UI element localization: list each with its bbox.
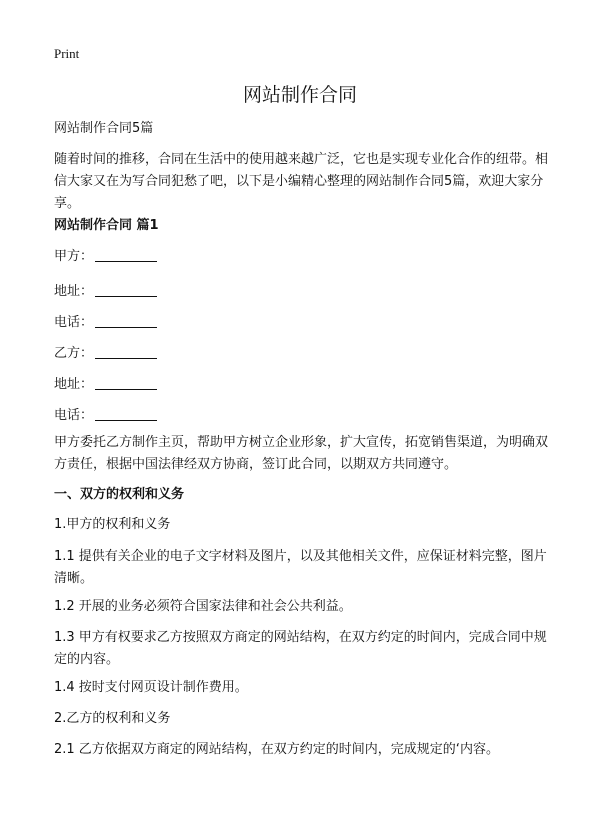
clause-1-3: 1.3 甲方有权要求乙方按照双方商定的网站结构，在双方约定的时间内，完成合同中规定的内容。 [54, 630, 547, 667]
clause-2: 2.乙方的权利和义务 [54, 711, 171, 726]
clause-1-2: 1.2 开展的业务必须符合国家法律和社会公共利益。 [54, 599, 352, 614]
field-label: 电话： [54, 315, 94, 330]
blank-line [95, 246, 157, 262]
clause-1-4: 1.4 按时支付网页设计制作费用。 [54, 680, 248, 695]
party-a-phone-field [54, 312, 157, 334]
blank-line [95, 281, 157, 297]
blank-line [95, 312, 157, 328]
field-label: 地址： [54, 377, 94, 392]
field-label: 电话： [54, 408, 94, 423]
clause-2-1: 2.1 乙方依据双方商定的网站结构，在双方约定的时间内，完成规定的‘内容。 [54, 742, 499, 757]
field-label: 甲方： [54, 249, 94, 264]
blank-line [95, 374, 157, 390]
rights-heading: 一、双方的权利和义务 [54, 487, 185, 502]
party-a-field [54, 246, 157, 268]
party-b-field [54, 343, 157, 365]
document-title: 网站制作合同 [242, 84, 357, 106]
field-label: 乙方： [54, 346, 94, 361]
party-a-address-field [54, 281, 157, 303]
document-subtitle: 网站制作合同5篇 [54, 121, 154, 136]
clause-1-1: 1.1 提供有关企业的电子文字材料及图片，以及其他相关文件，应保证材料完整，图片清晰。 [54, 549, 547, 586]
section-title: 网站制作合同 篇1 [54, 218, 159, 233]
blank-line [95, 343, 157, 359]
party-b-phone-field [54, 405, 157, 427]
intro-paragraph: 随着时间的推移，合同在生活中的使用越来越广泛，它也是实现专业化合作的纽带。相信大家又在为写合同犯愁了吧，以下是小编精心整理的网站制作合同5篇，欢迎大家分享。 [54, 152, 549, 211]
clause-1: 1.甲方的权利和义务 [54, 517, 171, 532]
commission-paragraph: 甲方委托乙方制作主页，帮助甲方树立企业形象，扩大宣传，拓宽销售渠道，为明确双方责任，根据中国法律经双方协商，签订此合同，以期双方共同遵守。 [54, 435, 549, 472]
blank-line [95, 405, 157, 421]
print-link[interactable]: Print [54, 46, 80, 61]
field-label: 地址： [54, 284, 94, 299]
party-b-address-field [54, 374, 157, 396]
